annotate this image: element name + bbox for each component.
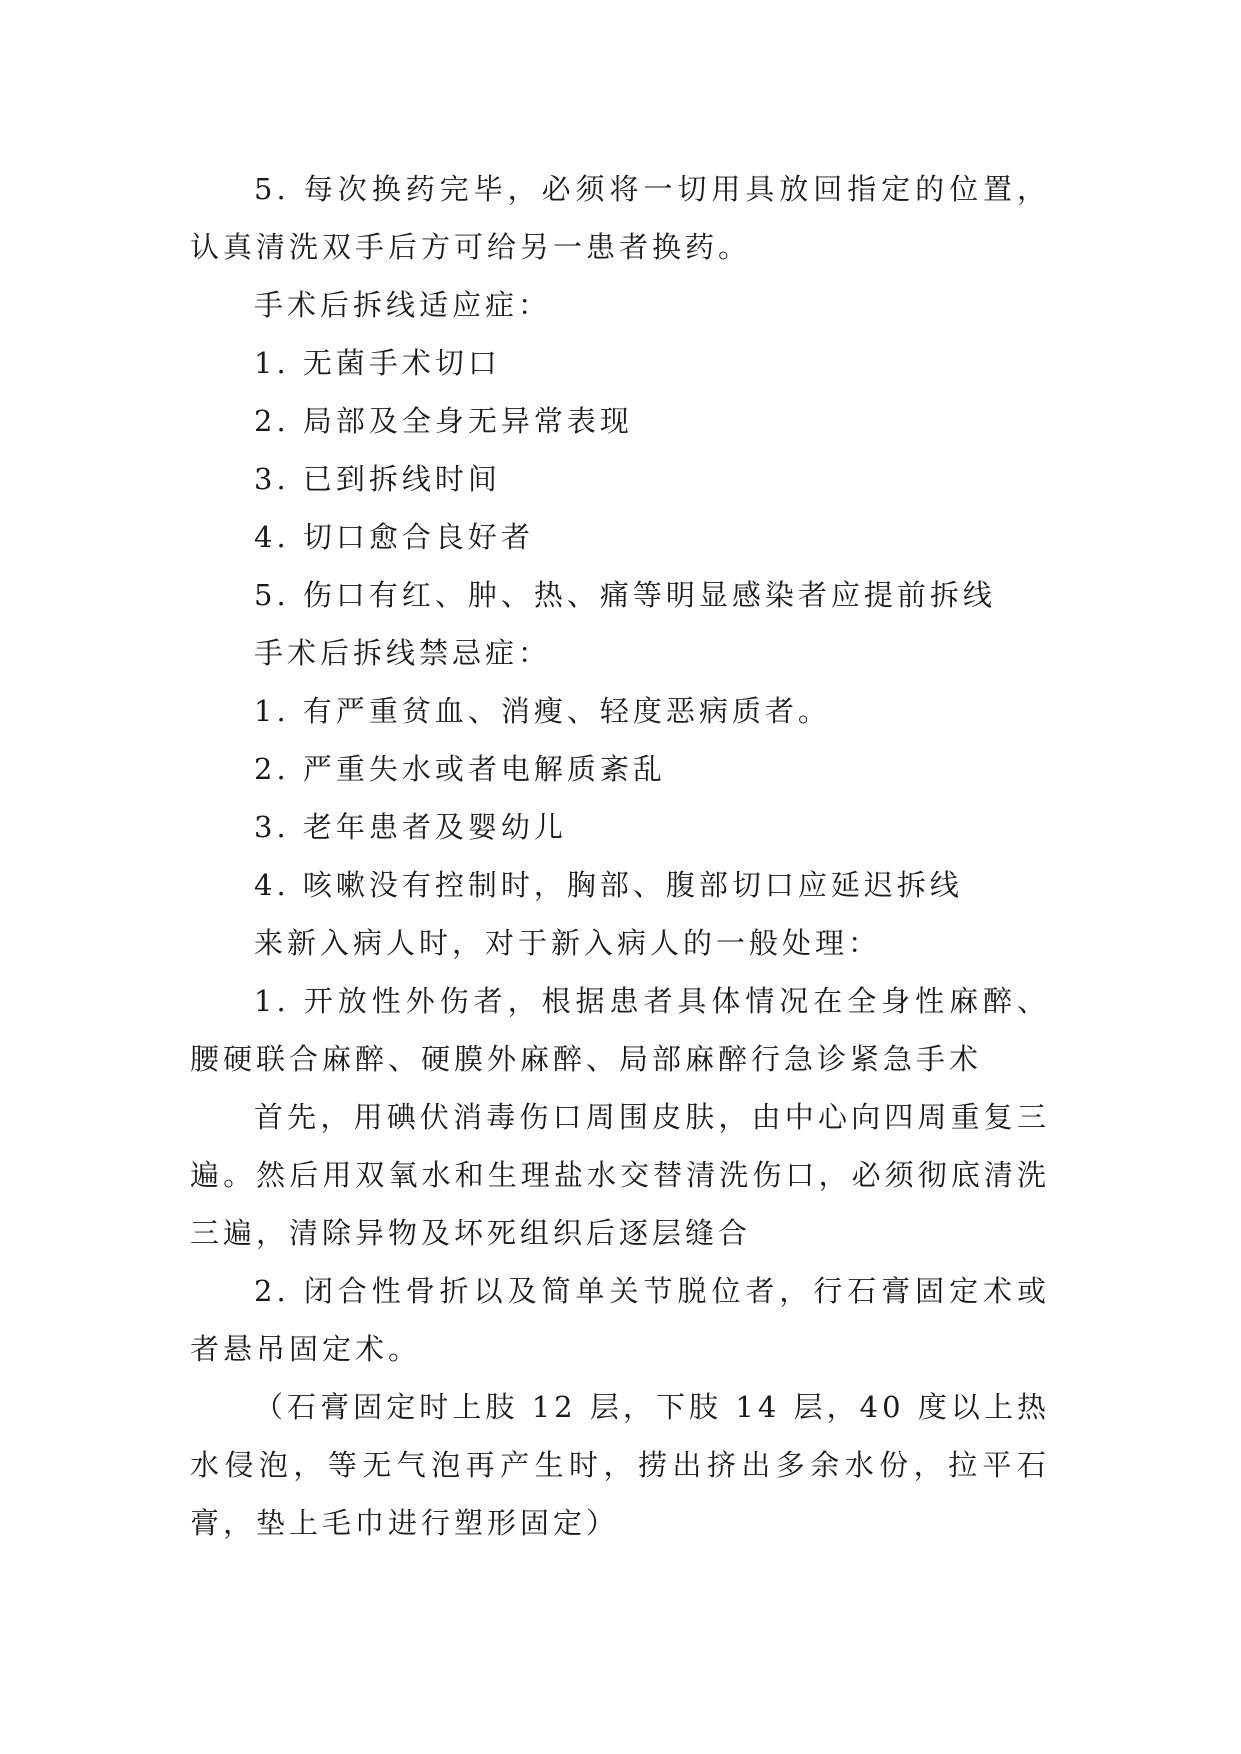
indication-item-2: 2. 局部及全身无异常表现 [254,404,633,438]
indication-item-3: 3. 已到拆线时间 [254,462,501,496]
new-patient-item-2: 2. 闭合性骨折以及简单关节脱位者，行石膏固定术或者悬吊固定术。 [190,1274,1050,1366]
wound-cleaning-paragraph: 首先，用碘伏消毒伤口周围皮肤，由中心向四周重复三遍。然后用双氧水和生理盐水交替清洗伤口，必须彻底清洗三遍，清除异物及坏死组织后逐层缝合 [190,1100,1050,1250]
contraindication-item-4: 4. 咳嗽没有控制时，胸部、腹部切口应延迟拆线 [254,868,963,902]
heading-suture-removal-contraindications: 手术后拆线禁忌症： [254,636,552,670]
contraindication-item-1: 1. 有严重贫血、消瘦、轻度恶病质者。 [254,694,831,728]
plaster-fixation-note: （石膏固定时上肢 12 层，下肢 14 层，40 度以上热水侵泡，等无气泡再产生时，捞出挤出多余水份，拉平石膏，垫上毛巾进行塑形固定） [190,1390,1050,1540]
indication-item-5: 5. 伤口有红、肿、热、痛等明显感染者应提前拆线 [254,578,996,612]
document-body [190,160,1050,1552]
contraindication-item-3: 3. 老年患者及婴幼儿 [254,810,567,844]
indication-item-1: 1. 无菌手术切口 [254,346,501,380]
heading-suture-removal-indications: 手术后拆线适应症： [254,288,552,322]
indication-item-4: 4. 切口愈合良好者 [254,520,534,554]
paragraph-dressing-change-step-5: 5. 每次换药完毕，必须将一切用具放回指定的位置，认真清洗双手后方可给另一患者换药。 [190,172,1050,264]
contraindication-item-2: 2. 严重失水或者电解质紊乱 [254,752,666,786]
new-patient-item-1: 1. 开放性外伤者，根据患者具体情况在全身性麻醉、腰硬联合麻醉、硬膜外麻醉、局部麻醉行急诊紧急手术 [190,984,1050,1076]
heading-new-patient-handling: 来新入病人时，对于新入病人的一般处理： [254,926,882,960]
